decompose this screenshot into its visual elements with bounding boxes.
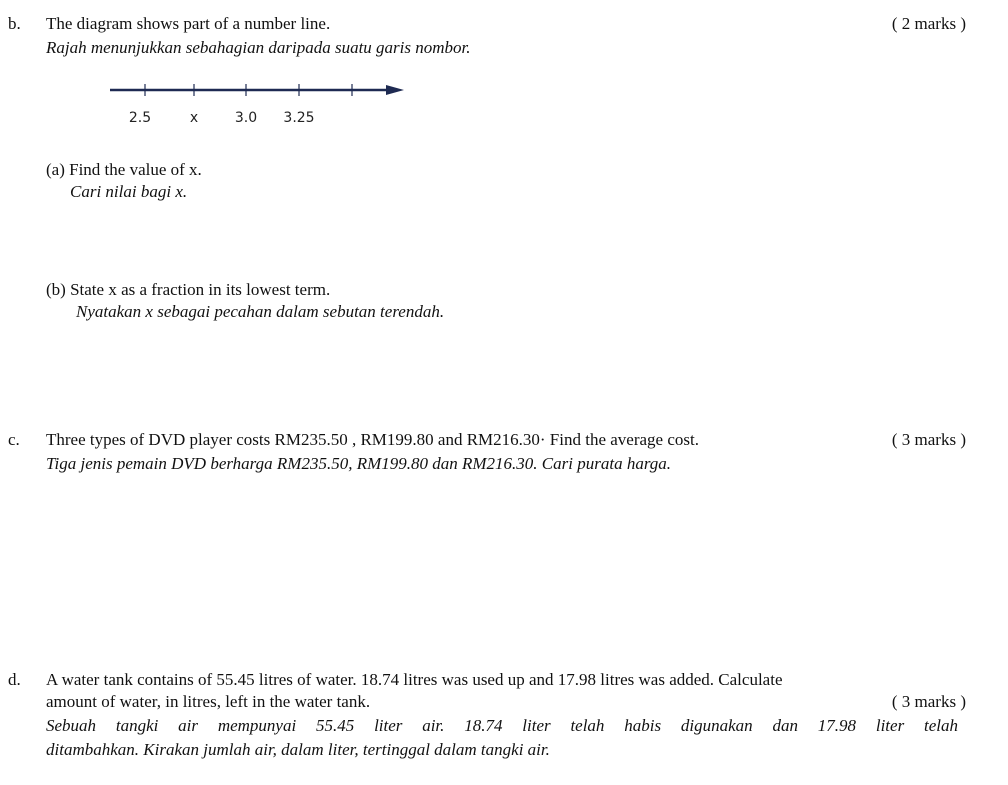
- question-b-a-translation: Cari nilai bagi x.: [70, 182, 188, 201]
- question-b-a-text: (a) Find the value of x.: [46, 160, 202, 179]
- question-b-text: The diagram shows part of a number line.: [46, 14, 331, 33]
- number-line-label-2-5: 2.5: [128, 110, 152, 126]
- question-b-translation: Rajah menunjukkan sebahagian daripada suatu garis nombor.: [46, 38, 471, 57]
- question-c-text: Three types of DVD player costs RM235.50 , RM199.80 and RM216.30· Find the average cost.: [46, 430, 699, 449]
- question-c-letter: c.: [8, 430, 20, 449]
- question-b-letter: b.: [8, 14, 21, 33]
- question-c-translation: Tiga jenis pemain DVD berharga RM235.50, RM199.80 dan RM216.30. Cari purata harga.: [46, 454, 672, 473]
- question-d-text-line1: A water tank contains of 55.45 litres of water. 18.74 litres was used up and 17.98 litres was added. Calculate: [46, 670, 783, 689]
- number-line-label-3-25: 3.25: [283, 110, 315, 126]
- question-b-marks: ( 2 marks ): [891, 14, 966, 33]
- question-c-marks: ( 3 marks ): [891, 430, 966, 449]
- question-b-b-text: (b) State x as a fraction in its lowest term.: [46, 280, 331, 299]
- number-line-diagram: [100, 78, 420, 130]
- number-line-label-x: x: [189, 110, 199, 126]
- question-d-translation-line1: Sebuah tangki air mempunyai 55.45 liter air. 18.74 liter telah habis digunakan dan 17.98 liter telah: [46, 716, 958, 735]
- number-line-label-3-0: 3.0: [234, 110, 258, 126]
- question-d-text-line2: amount of water, in litres, left in the water tank.: [46, 692, 371, 711]
- number-line-arrowhead: [386, 85, 404, 95]
- question-b-b-translation: Nyatakan x sebagai pecahan dalam sebutan terendah.: [76, 302, 445, 321]
- question-d-translation-line2: ditambahkan. Kirakan jumlah air, dalam liter, tertinggal dalam tangki air.: [46, 740, 550, 759]
- question-d-marks: ( 3 marks ): [891, 692, 966, 711]
- question-d-letter: d.: [8, 670, 21, 689]
